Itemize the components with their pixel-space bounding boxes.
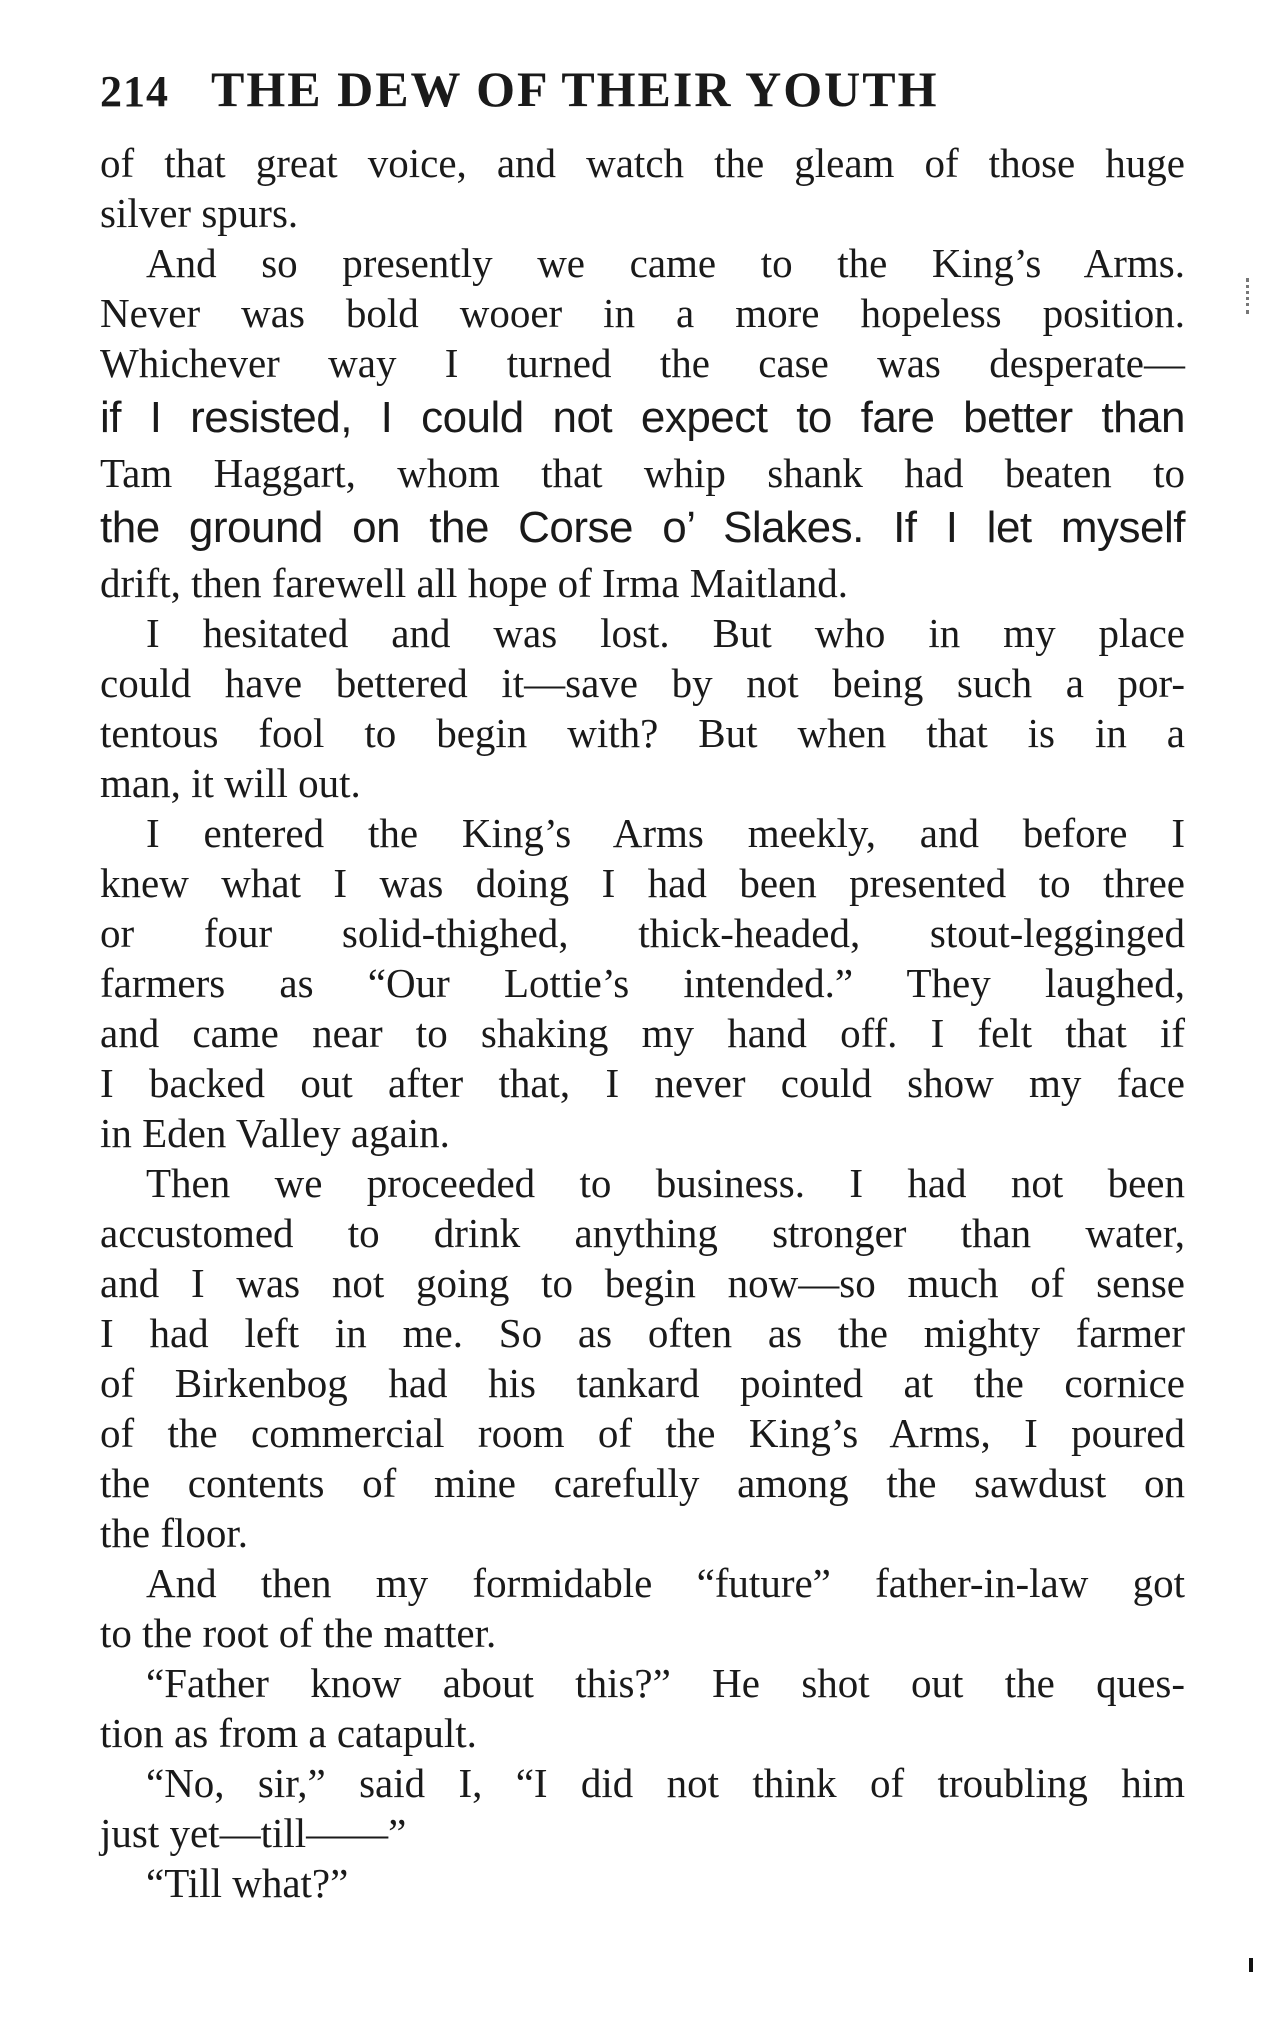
text-body bbox=[100, 138, 1185, 1908]
text-line: drift, then farewell all hope of Irma Maitland. bbox=[100, 560, 848, 606]
margin-scan-marks bbox=[1246, 278, 1257, 314]
text-line: of that great voice, and watch the gleam of those huge bbox=[100, 140, 1185, 186]
text-line: knew what I was doing I had been presented to three bbox=[100, 860, 1185, 906]
text-line: the contents of mine carefully among the sawdust on bbox=[100, 1460, 1185, 1506]
running-head bbox=[100, 60, 1185, 130]
text-line: Tam Haggart, whom that whip shank had beaten to bbox=[100, 450, 1185, 496]
text-line: “Till what?” bbox=[146, 1860, 349, 1906]
text-line: And then my formidable “future” father-in-law got bbox=[146, 1560, 1185, 1606]
text-line: silver spurs. bbox=[100, 190, 299, 236]
text-line: if I resisted, I could not expect to fare better than bbox=[100, 393, 1185, 442]
text-line: of Birkenbog had his tankard pointed at the cornice bbox=[100, 1360, 1185, 1406]
text-line: the ground on the Corse o’ Slakes. If I let myself bbox=[100, 503, 1185, 552]
text-line: tentous fool to begin with? But when that is in a bbox=[100, 710, 1185, 756]
text-line: And so presently we came to the King’s Arms. bbox=[146, 240, 1185, 286]
page-number: 214 bbox=[100, 67, 169, 116]
text-line: accustomed to drink anything stronger than water, bbox=[100, 1210, 1185, 1256]
text-line: just yet—till——” bbox=[100, 1810, 407, 1856]
text-line: I entered the King’s Arms meekly, and before I bbox=[146, 810, 1185, 856]
book-page bbox=[100, 60, 1185, 1908]
text-line: and I was not going to begin now—so much of sense bbox=[100, 1260, 1185, 1306]
text-line: to the root of the matter. bbox=[100, 1610, 497, 1656]
text-line: “No, sir,” said I, “I did not think of troubling him bbox=[146, 1760, 1185, 1806]
text-line: in Eden Valley again. bbox=[100, 1110, 450, 1156]
text-line: Whichever way I turned the case was desperate— bbox=[100, 340, 1185, 386]
text-line: man, it will out. bbox=[100, 760, 361, 806]
text-line: or four solid-thighed, thick-headed, stout-legginged bbox=[100, 910, 1185, 956]
text-line: farmers as “Our Lottie’s intended.” They laughed, bbox=[100, 960, 1185, 1006]
margin-scan-dot bbox=[1249, 1958, 1253, 1972]
text-line: tion as from a catapult. bbox=[100, 1710, 477, 1756]
text-line: I hesitated and was lost. But who in my place bbox=[146, 610, 1185, 656]
text-line: could have bettered it—save by not being such a por- bbox=[100, 660, 1185, 706]
text-line: and came near to shaking my hand off. I felt that if bbox=[100, 1010, 1185, 1056]
text-line: I had left in me. So as often as the mighty farmer bbox=[100, 1310, 1185, 1356]
text-line: the floor. bbox=[100, 1510, 249, 1556]
text-line: I backed out after that, I never could show my face bbox=[100, 1060, 1185, 1106]
text-line: Never was bold wooer in a more hopeless position. bbox=[100, 290, 1185, 336]
text-line: of the commercial room of the King’s Arms, I poured bbox=[100, 1410, 1185, 1456]
text-line: Then we proceeded to business. I had not been bbox=[146, 1160, 1185, 1206]
running-title: THE DEW OF THEIR YOUTH bbox=[211, 61, 939, 117]
text-line: “Father know about this?” He shot out the ques- bbox=[146, 1660, 1185, 1706]
